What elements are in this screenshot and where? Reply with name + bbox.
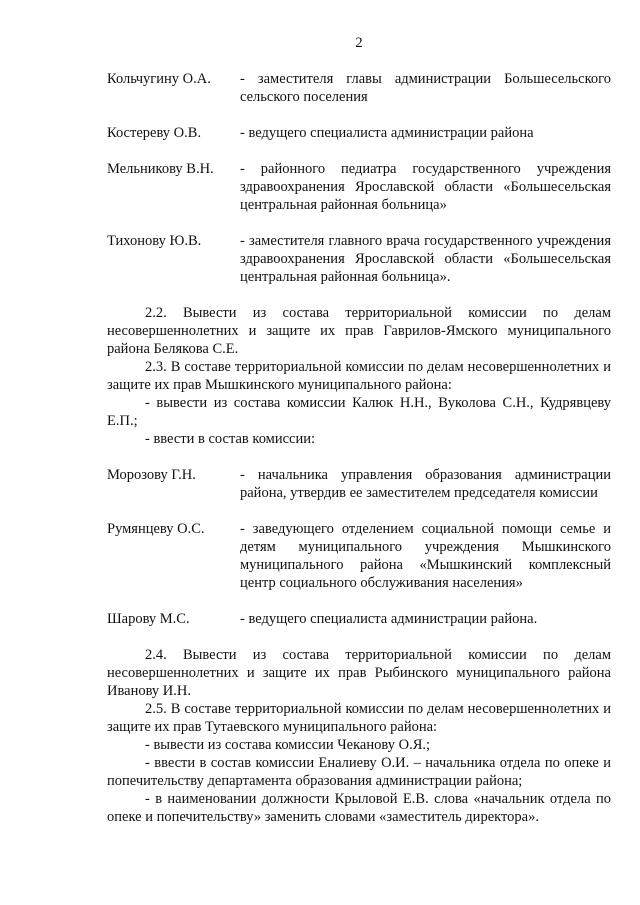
member-row (107, 466, 611, 502)
member-role: - заведующего отделением социальной помощи семье и детям муниципального учреждения Мышкинского муниципального района «Мышкинский комплексный центр социального обслуживания населения» (240, 521, 611, 591)
member-name: Морозову Г.Н. (107, 467, 196, 483)
member-name: Румянцеву О.С. (107, 521, 205, 537)
member-row (107, 520, 611, 592)
member-name: Тихонову Ю.В. (107, 233, 202, 249)
member-name: Кольчугину О.А. (107, 71, 211, 87)
member-list-2 (107, 466, 611, 628)
member-row (107, 232, 611, 286)
paragraph-2-4: 2.4. Вывести из состава территориальной комиссии по делам несовершеннолетних и защите их прав Рыбинского муниципального района Иванову И.Н. (107, 647, 611, 699)
member-name: Костереву О.В. (107, 125, 202, 141)
member-row (107, 124, 611, 142)
member-role: - заместителя главы администрации Большесельского сельского поселения (240, 71, 611, 105)
member-list-1 (107, 70, 611, 286)
member-role: - ведущего специалиста администрации района (240, 125, 534, 141)
page-number: 2 (355, 35, 363, 51)
member-row (107, 160, 611, 214)
paragraph-2-3-remove: - вывести из состава комиссии Калюк Н.Н., Вуколова С.Н., Кудрявцеву Е.П.; (107, 395, 611, 429)
member-name: Мельникову В.Н. (107, 161, 214, 177)
member-row (107, 610, 611, 628)
paragraph-2-3-add: - ввести в состав комиссии: (145, 431, 316, 447)
member-row (107, 70, 611, 106)
member-name: Шарову М.С. (107, 611, 190, 627)
member-role: - районного педиатра государственного учреждения здравоохранения Ярославской области «Большесельская центральная районная больница» (240, 161, 611, 213)
document-page (107, 34, 611, 826)
paragraph-2-5-item: - в наименовании должности Крыловой Е.В. слова «начальник отдела по опеке и попечительству» заменить словами «заместитель директора». (107, 791, 611, 825)
member-role: - заместителя главного врача государственного учреждения здравоохранения Ярославской области «Большесельская центральная районная больница». (240, 233, 611, 285)
paragraph-2-5: 2.5. В составе территориальной комиссии по делам несовершеннолетних и защите их прав Тутаевского муниципального района: (107, 701, 611, 735)
member-role: - ведущего специалиста администрации района. (240, 611, 538, 627)
paragraph-2-2: 2.2. Вывести из состава территориальной комиссии по делам несовершеннолетних и защите их прав Гаврилов-Ямского муниципального района Белякова С.Е. (107, 305, 611, 357)
member-role: - начальника управления образования администрации района, утвердив ее заместителем председателя комиссии (240, 467, 611, 501)
paragraph-2-5-item: - вывести из состава комиссии Чеканову О.Я.; (145, 737, 431, 753)
paragraph-2-5-item: - ввести в состав комиссии Еналиеву О.И. – начальника отдела по опеке и попечительству департамента образования администрации района; (107, 755, 611, 789)
paragraph-2-3: 2.3. В составе территориальной комиссии по делам несовершеннолетних и защите их прав Мышкинского муниципального района: (107, 359, 611, 393)
